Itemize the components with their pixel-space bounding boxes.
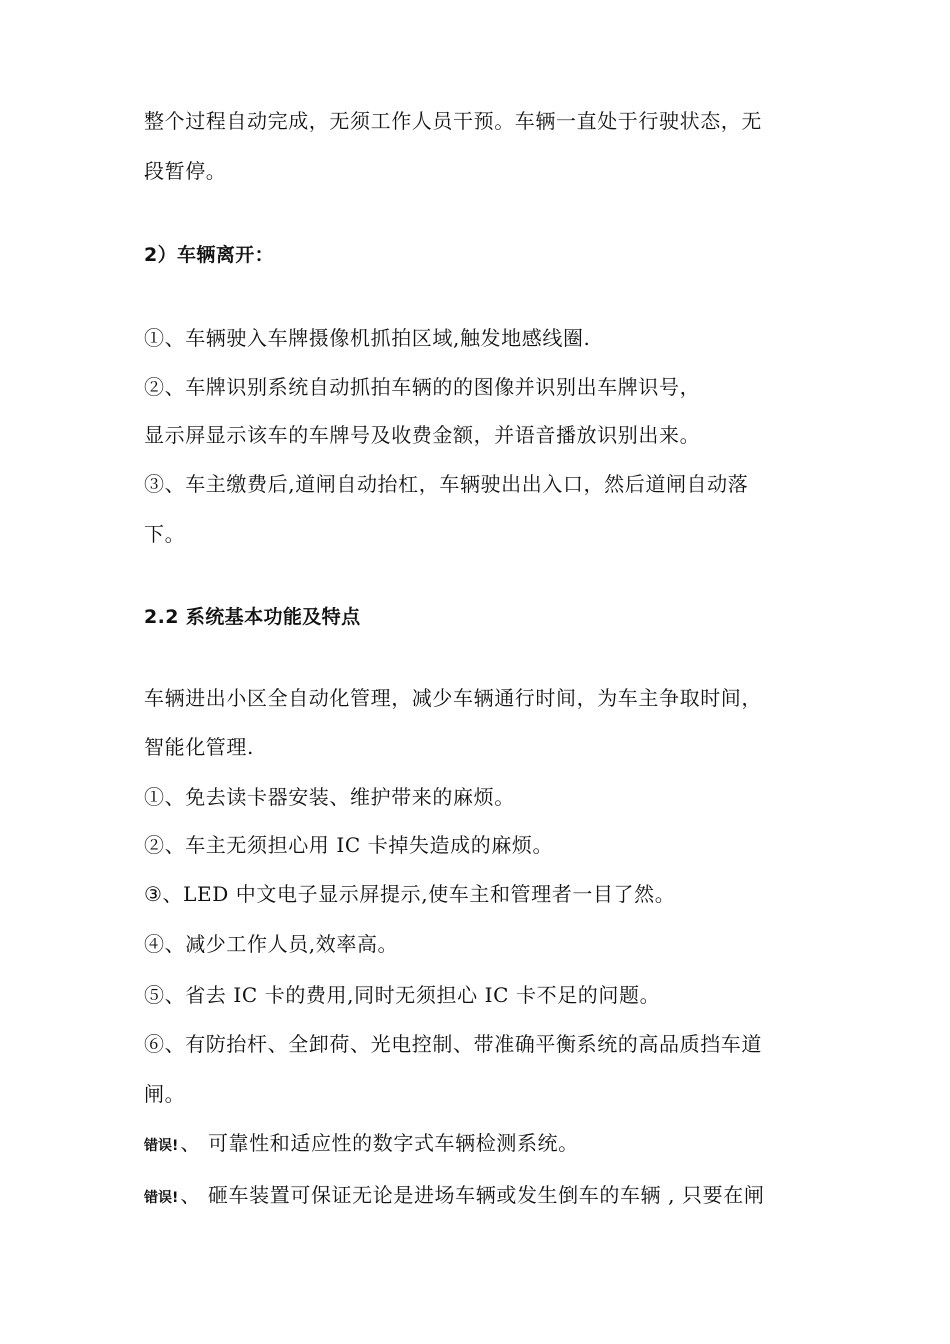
leave-step-2-continued: 显示屏显示该车的车牌号及收费金额，并语音播放识别出来。 [144, 423, 701, 447]
section-heading-features: 2.2 系统基本功能及特点 [144, 606, 361, 628]
error-reference-label: 错误! [144, 1138, 179, 1154]
leave-step-3-continued: 下。 [144, 522, 186, 546]
feature-item-1: ①、免去读卡器安装、维护带来的麻烦。 [144, 785, 515, 809]
error-reference-label: 错误! [144, 1190, 179, 1206]
error-item-2-text: 、 砸车装置可保证无论是进场车辆或发生倒车的车辆 , 只要在闸 [180, 1183, 765, 1207]
feature-item-5: ⑤、省去 IC 卡的费用,同时无须担心 IC 卡不足的问题。 [144, 983, 661, 1007]
intro-line-1: 整个过程自动完成，无须工作人员干预。车辆一直处于行驶状态，无 [144, 109, 762, 133]
feature-item-2: ②、车主无须担心用 IC 卡掉失造成的麻烦。 [144, 833, 554, 857]
error-item-1-text: 、 可靠性和适应性的数字式车辆检测系统。 [180, 1131, 579, 1155]
leave-step-3: ③、车主缴费后,道闸自动抬杠，车辆驶出出入口，然后道闸自动落 [144, 472, 749, 496]
feature-error-item-1 [144, 1129, 824, 1160]
feature-item-6: ⑥、有防抬杆、全卸荷、光电控制、带准确平衡系统的高品质挡车道 [144, 1032, 762, 1056]
intro-line-2: 段暂停。 [144, 159, 227, 183]
features-summary-line-2: 智能化管理. [144, 735, 254, 759]
leave-step-1: ①、车辆驶入车牌摄像机抓拍区域,触发地感线圈. [144, 326, 591, 350]
feature-item-3: ③、LED 中文电子显示屏提示,使车主和管理者一目了然。 [144, 882, 676, 906]
features-summary-line-1: 车辆进出小区全自动化管理，减少车辆通行时间，为车主争取时间， [144, 686, 762, 710]
section-heading-vehicle-leave: 2）车辆离开： [144, 244, 275, 266]
feature-item-6-continued: 闸。 [144, 1082, 186, 1106]
leave-step-2: ②、车牌识别系统自动抓拍车辆的的图像并识别出车牌识号， [144, 375, 701, 399]
feature-item-4: ④、减少工作人员,效率高。 [144, 932, 399, 956]
feature-error-item-2 [144, 1181, 824, 1212]
